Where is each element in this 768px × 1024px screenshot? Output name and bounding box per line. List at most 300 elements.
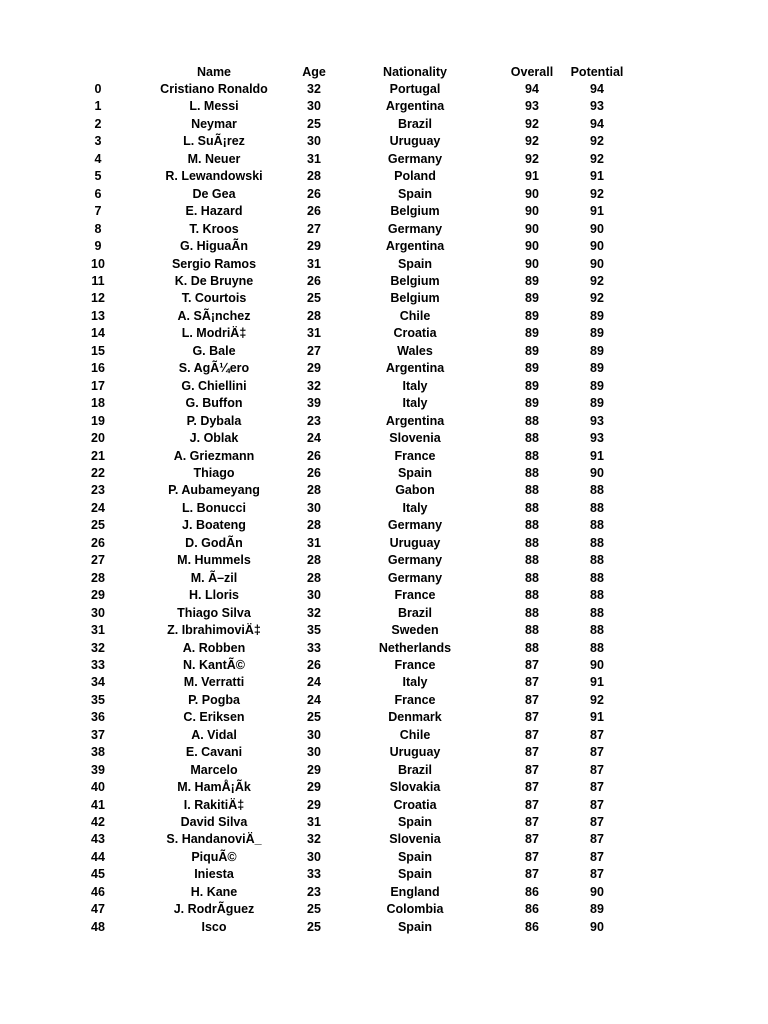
cell-name: J. Oblak: [189, 431, 239, 446]
cell-overall: 90: [525, 256, 539, 271]
cell-age: 31: [307, 535, 321, 550]
cell-age: 26: [307, 657, 321, 672]
cell-index: 28: [91, 570, 105, 585]
cell-index: 2: [94, 116, 102, 131]
cell-index: 36: [91, 710, 105, 725]
table-row: [70, 98, 634, 115]
cell-potential: 94: [590, 82, 604, 96]
table-row: [70, 552, 634, 569]
table-row: [70, 901, 634, 918]
cell-potential: 90: [590, 256, 604, 271]
cell-name: G. Buffon: [185, 396, 243, 411]
cell-age: 24: [307, 431, 321, 446]
cell-age: 28: [307, 169, 321, 184]
cell-nationality: Germany: [387, 570, 443, 585]
table-row: [70, 81, 634, 98]
table-row: [70, 360, 634, 377]
cell-index: 33: [91, 657, 105, 672]
cell-name: G. Chiellini: [181, 378, 247, 393]
table-row: [70, 814, 634, 831]
cell-nationality: Uruguay: [389, 134, 441, 149]
table-row: [70, 395, 634, 412]
cell-overall: 88: [525, 431, 539, 446]
cell-index: 32: [91, 640, 105, 655]
cell-nationality: Italy: [402, 396, 428, 411]
cell-name: H. Kane: [190, 884, 238, 899]
cell-nationality: France: [394, 692, 436, 707]
cell-nationality: Sweden: [391, 623, 439, 638]
cell-nationality: England: [390, 884, 440, 899]
cell-name: Cristiano Ronaldo: [160, 82, 268, 96]
table-row: [70, 186, 634, 203]
header-row: [70, 63, 634, 81]
cell-age: 26: [307, 448, 321, 463]
cell-name: M. Neuer: [187, 151, 241, 166]
cell-nationality: Wales: [397, 343, 433, 358]
cell-potential: 88: [590, 640, 604, 655]
cell-name: J. RodrÃguez: [173, 902, 255, 917]
cell-potential: 87: [590, 867, 604, 882]
cell-overall: 92: [525, 134, 539, 149]
cell-name: R. Lewandowski: [165, 169, 263, 184]
cell-age: 32: [307, 605, 321, 620]
cell-potential: 88: [590, 588, 604, 603]
cell-age: 31: [307, 815, 321, 830]
cell-potential: 88: [590, 570, 604, 585]
table-row: [70, 622, 634, 639]
cell-age: 28: [307, 308, 321, 323]
table-row: [70, 448, 634, 465]
header-overall: Overall: [510, 65, 554, 79]
cell-name: M. Hummels: [177, 553, 251, 568]
cell-overall: 88: [525, 605, 539, 620]
cell-age: 30: [307, 99, 321, 114]
cell-age: 24: [307, 675, 321, 690]
cell-overall: 91: [525, 169, 539, 184]
cell-nationality: Slovakia: [389, 780, 441, 795]
cell-age: 29: [307, 239, 321, 254]
table-row: [70, 151, 634, 168]
cell-age: 30: [307, 500, 321, 515]
cell-age: 26: [307, 273, 321, 288]
cell-index: 15: [91, 343, 105, 358]
table-row: [70, 727, 634, 744]
cell-age: 29: [307, 361, 321, 376]
cell-name: Thiago: [193, 465, 235, 480]
cell-index: 46: [91, 884, 105, 899]
cell-index: 42: [91, 815, 105, 830]
cell-potential: 89: [590, 308, 604, 323]
cell-index: 11: [91, 273, 105, 288]
cell-overall: 88: [525, 623, 539, 638]
table-row: [70, 482, 634, 499]
cell-index: 38: [91, 745, 105, 760]
cell-name: David Silva: [180, 815, 248, 830]
cell-nationality: Belgium: [390, 204, 440, 219]
cell-nationality: Germany: [387, 151, 443, 166]
table-row: [70, 849, 634, 866]
cell-nationality: Italy: [402, 675, 428, 690]
cell-overall: 88: [525, 570, 539, 585]
cell-nationality: Netherlands: [378, 640, 452, 655]
table-row: [70, 133, 634, 150]
cell-overall: 93: [525, 99, 539, 114]
cell-name: PiquÃ©: [191, 849, 237, 864]
cell-age: 39: [307, 396, 321, 411]
table-row: [70, 465, 634, 482]
cell-name: S. HandanoviÄ_: [166, 832, 262, 847]
table-row: [70, 797, 634, 814]
cell-nationality: Spain: [397, 815, 433, 830]
cell-nationality: Italy: [402, 500, 428, 515]
table-row: [70, 238, 634, 255]
cell-name: A. Vidal: [191, 727, 237, 742]
table-row: [70, 674, 634, 691]
cell-potential: 88: [590, 518, 604, 533]
cell-age: 23: [307, 884, 321, 899]
cell-age: 30: [307, 588, 321, 603]
cell-potential: 91: [590, 204, 604, 219]
cell-potential: 93: [590, 99, 604, 114]
cell-index: 17: [91, 378, 105, 393]
cell-index: 19: [91, 413, 105, 428]
cell-name: M. Verratti: [183, 675, 245, 690]
cell-potential: 89: [590, 902, 604, 917]
table-row: [70, 884, 634, 901]
cell-nationality: Germany: [387, 553, 443, 568]
cell-age: 26: [307, 204, 321, 219]
cell-name: H. Lloris: [188, 588, 239, 603]
cell-age: 29: [307, 797, 321, 812]
cell-name: L. SuÃ¡rez: [183, 134, 245, 149]
cell-age: 25: [307, 919, 321, 934]
cell-name: L. Messi: [189, 99, 239, 114]
cell-nationality: Chile: [399, 727, 431, 742]
cell-index: 29: [91, 588, 105, 603]
cell-nationality: Spain: [397, 919, 433, 934]
cell-name: J. Boateng: [182, 518, 246, 533]
cell-nationality: Uruguay: [389, 745, 441, 760]
cell-name: A. Robben: [182, 640, 246, 655]
cell-index: 3: [94, 134, 102, 149]
table-row: [70, 831, 634, 848]
cell-potential: 87: [590, 762, 604, 777]
cell-overall: 90: [525, 239, 539, 254]
cell-overall: 87: [525, 832, 539, 847]
cell-potential: 89: [590, 343, 604, 358]
header-name: Name: [196, 65, 232, 79]
cell-index: 7: [94, 204, 102, 219]
cell-name: D. GodÃn: [185, 535, 243, 550]
table-row: [70, 378, 634, 395]
cell-index: 44: [91, 849, 105, 864]
cell-index: 6: [94, 186, 102, 201]
cell-overall: 86: [525, 919, 539, 934]
cell-name: P. Dybala: [186, 413, 242, 428]
cell-overall: 87: [525, 780, 539, 795]
cell-age: 28: [307, 553, 321, 568]
cell-age: 30: [307, 745, 321, 760]
cell-nationality: France: [394, 588, 436, 603]
cell-index: 30: [91, 605, 105, 620]
cell-potential: 92: [590, 291, 604, 306]
cell-potential: 89: [590, 361, 604, 376]
cell-potential: 89: [590, 378, 604, 393]
cell-age: 31: [307, 151, 321, 166]
cell-potential: 92: [590, 273, 604, 288]
table-row: [70, 343, 634, 360]
table-row: [70, 762, 634, 779]
cell-potential: 94: [590, 116, 604, 131]
table-row: [70, 256, 634, 273]
cell-name: De Gea: [192, 186, 236, 201]
cell-overall: 88: [525, 413, 539, 428]
cell-age: 30: [307, 849, 321, 864]
table-row: [70, 744, 634, 761]
cell-index: 18: [91, 396, 105, 411]
table-row: [70, 535, 634, 552]
header-potential: Potential: [570, 65, 624, 79]
cell-age: 33: [307, 867, 321, 882]
table-row: [70, 500, 634, 517]
cell-nationality: Argentina: [385, 239, 445, 254]
cell-nationality: Spain: [397, 849, 433, 864]
cell-overall: 87: [525, 710, 539, 725]
cell-age: 35: [307, 623, 321, 638]
cell-nationality: Brazil: [397, 605, 433, 620]
table-row: [70, 430, 634, 447]
cell-age: 32: [307, 832, 321, 847]
cell-name: K. De Bruyne: [174, 273, 254, 288]
cell-index: 5: [94, 169, 102, 184]
table-row: [70, 290, 634, 307]
cell-index: 41: [91, 797, 105, 812]
cell-potential: 87: [590, 849, 604, 864]
cell-overall: 92: [525, 116, 539, 131]
cell-overall: 89: [525, 378, 539, 393]
table-row: [70, 168, 634, 185]
cell-age: 31: [307, 256, 321, 271]
cell-potential: 88: [590, 623, 604, 638]
cell-overall: 88: [525, 640, 539, 655]
cell-index: 31: [91, 623, 105, 638]
cell-overall: 88: [525, 500, 539, 515]
cell-index: 8: [94, 221, 102, 236]
cell-age: 27: [307, 221, 321, 236]
cell-age: 25: [307, 116, 321, 131]
cell-index: 23: [91, 483, 105, 498]
cell-age: 31: [307, 326, 321, 341]
cell-age: 26: [307, 465, 321, 480]
cell-potential: 87: [590, 797, 604, 812]
cell-name: Iniesta: [194, 867, 234, 882]
cell-overall: 90: [525, 221, 539, 236]
cell-nationality: Portugal: [389, 82, 441, 96]
cell-potential: 88: [590, 535, 604, 550]
table-row: [70, 709, 634, 726]
cell-index: 22: [91, 465, 105, 480]
cell-overall: 90: [525, 186, 539, 201]
cell-index: 12: [91, 291, 105, 306]
table-row: [70, 919, 634, 936]
cell-potential: 90: [590, 919, 604, 934]
cell-nationality: Slovenia: [389, 832, 441, 847]
table-row: [70, 116, 634, 133]
header-index: [70, 63, 126, 81]
players-table: [70, 63, 634, 936]
cell-age: 23: [307, 413, 321, 428]
cell-nationality: Poland: [394, 169, 436, 184]
table-row: [70, 570, 634, 587]
cell-nationality: Brazil: [397, 762, 433, 777]
cell-index: 4: [94, 151, 102, 166]
cell-nationality: Uruguay: [389, 535, 441, 550]
cell-overall: 88: [525, 518, 539, 533]
cell-potential: 90: [590, 239, 604, 254]
cell-name: E. Hazard: [185, 204, 243, 219]
table-row: [70, 308, 634, 325]
cell-name: L. Bonucci: [182, 500, 246, 515]
cell-name: P. Aubameyang: [168, 483, 260, 498]
cell-index: 20: [91, 431, 105, 446]
cell-index: 48: [91, 919, 105, 934]
table-row: [70, 587, 634, 604]
table-row: [70, 325, 634, 342]
cell-age: 25: [307, 902, 321, 917]
cell-potential: 87: [590, 727, 604, 742]
cell-potential: 91: [590, 675, 604, 690]
cell-name: T. Kroos: [189, 221, 239, 236]
cell-potential: 92: [590, 692, 604, 707]
cell-index: 16: [91, 361, 105, 376]
cell-nationality: Belgium: [390, 273, 440, 288]
cell-name: P. Pogba: [188, 692, 240, 707]
cell-potential: 87: [590, 832, 604, 847]
cell-nationality: Spain: [397, 867, 433, 882]
cell-name: C. Eriksen: [183, 710, 245, 725]
cell-age: 29: [307, 762, 321, 777]
cell-nationality: Spain: [397, 465, 433, 480]
cell-potential: 89: [590, 396, 604, 411]
cell-index: 24: [91, 500, 105, 515]
table-row: [70, 692, 634, 709]
cell-overall: 87: [525, 745, 539, 760]
cell-overall: 87: [525, 762, 539, 777]
table-row: [70, 605, 634, 622]
cell-overall: 92: [525, 151, 539, 166]
cell-age: 28: [307, 570, 321, 585]
table-header: [70, 63, 634, 81]
table-row: [70, 221, 634, 238]
cell-nationality: Argentina: [385, 413, 445, 428]
table-body: [70, 81, 634, 936]
table-row: [70, 657, 634, 674]
cell-overall: 89: [525, 308, 539, 323]
cell-age: 26: [307, 186, 321, 201]
cell-overall: 88: [525, 588, 539, 603]
cell-overall: 89: [525, 343, 539, 358]
cell-potential: 87: [590, 815, 604, 830]
cell-nationality: France: [394, 448, 436, 463]
cell-overall: 89: [525, 361, 539, 376]
cell-age: 32: [307, 378, 321, 393]
cell-overall: 89: [525, 396, 539, 411]
cell-overall: 88: [525, 465, 539, 480]
cell-nationality: Slovenia: [389, 431, 441, 446]
cell-overall: 87: [525, 867, 539, 882]
cell-overall: 94: [525, 82, 539, 96]
cell-age: 29: [307, 780, 321, 795]
cell-overall: 89: [525, 273, 539, 288]
cell-index: 10: [91, 256, 105, 271]
cell-index: 1: [94, 99, 102, 114]
cell-index: 21: [91, 448, 105, 463]
cell-age: 30: [307, 134, 321, 149]
cell-potential: 91: [590, 448, 604, 463]
cell-index: 34: [91, 675, 105, 690]
cell-overall: 89: [525, 291, 539, 306]
cell-index: 13: [91, 308, 105, 323]
cell-nationality: Brazil: [397, 116, 433, 131]
cell-name: G. HiguaÃn: [179, 239, 249, 254]
cell-index: 0: [94, 82, 102, 96]
cell-potential: 92: [590, 134, 604, 149]
cell-overall: 87: [525, 815, 539, 830]
cell-index: 47: [91, 902, 105, 917]
cell-overall: 86: [525, 884, 539, 899]
cell-name: N. KantÃ©: [183, 657, 245, 672]
cell-potential: 92: [590, 186, 604, 201]
cell-potential: 90: [590, 465, 604, 480]
cell-potential: 93: [590, 413, 604, 428]
table-row: [70, 779, 634, 796]
cell-index: 45: [91, 867, 105, 882]
cell-index: 35: [91, 692, 105, 707]
cell-potential: 88: [590, 500, 604, 515]
cell-nationality: Colombia: [386, 902, 444, 917]
cell-overall: 87: [525, 675, 539, 690]
cell-potential: 90: [590, 657, 604, 672]
cell-index: 25: [91, 518, 105, 533]
table-row: [70, 866, 634, 883]
cell-potential: 90: [590, 884, 604, 899]
cell-overall: 87: [525, 849, 539, 864]
cell-name: E. Cavani: [185, 745, 243, 760]
cell-nationality: Argentina: [385, 99, 445, 114]
cell-name: Isco: [201, 919, 227, 934]
cell-overall: 88: [525, 448, 539, 463]
cell-name: L. ModriÄ‡: [181, 326, 247, 341]
cell-nationality: Gabon: [395, 483, 435, 498]
cell-nationality: Italy: [402, 378, 428, 393]
cell-name: G. Bale: [192, 343, 236, 358]
cell-age: 24: [307, 692, 321, 707]
cell-potential: 88: [590, 605, 604, 620]
cell-name: Thiago Silva: [177, 605, 251, 620]
cell-nationality: Germany: [387, 518, 443, 533]
cell-potential: 87: [590, 780, 604, 795]
cell-age: 28: [307, 518, 321, 533]
cell-index: 26: [91, 535, 105, 550]
cell-name: Neymar: [191, 116, 237, 131]
cell-index: 27: [91, 553, 105, 568]
cell-name: S. AgÃ¼ero: [178, 361, 250, 376]
cell-age: 25: [307, 291, 321, 306]
table-row: [70, 517, 634, 534]
cell-overall: 88: [525, 553, 539, 568]
cell-potential: 88: [590, 483, 604, 498]
cell-potential: 92: [590, 151, 604, 166]
